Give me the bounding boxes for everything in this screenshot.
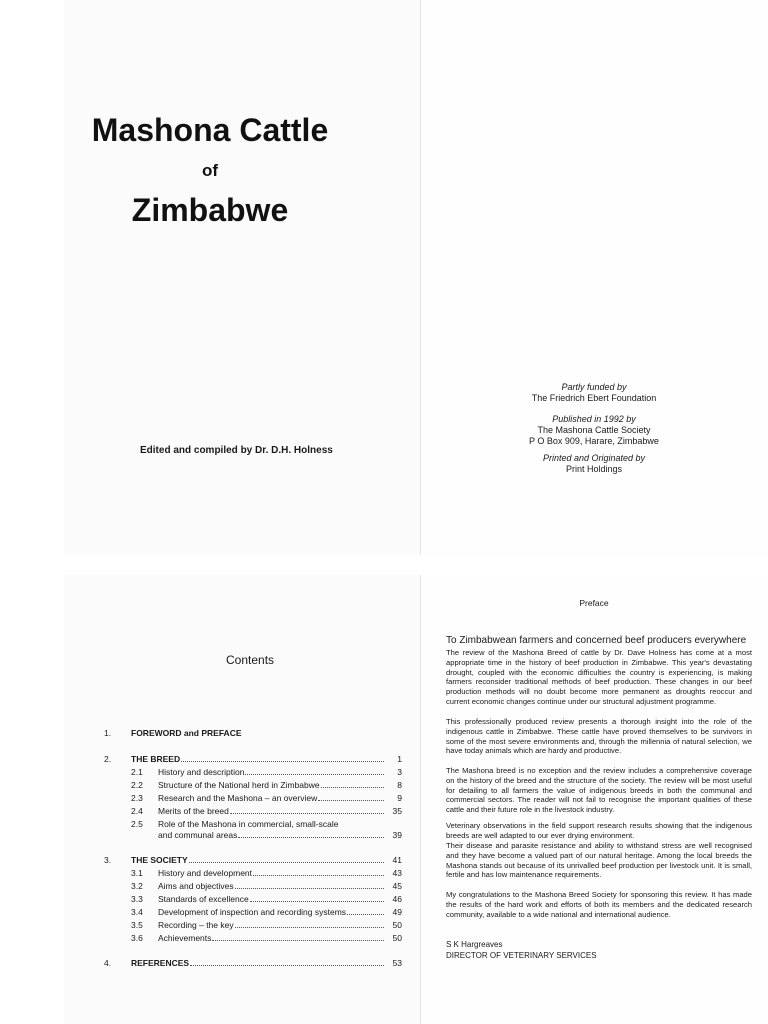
toc-leader-dots: [321, 787, 384, 788]
credit-publisher: [420, 414, 768, 447]
printer-name: Print Holdings: [565, 464, 623, 474]
toc-entry-page: 45: [392, 881, 402, 891]
toc-entry-label: Standards of excellence: [158, 894, 249, 904]
publisher-name: The Mashona Cattle Society: [537, 425, 651, 435]
toc-entry-page: 53: [392, 958, 402, 968]
toc-entry-number: 2.: [104, 754, 112, 764]
toc-entry-label: Aims and objectives: [158, 881, 234, 891]
toc-entry-number: 3.1: [131, 868, 143, 878]
toc-entry-number: 3.5: [131, 920, 143, 930]
preface-paragraph: This professionally produced review presents a thorough insight into the role of the indigenous cattle in Zimbabwe. These cattle have proved themselves to be survivors in some of the most severe environments and, through the millennia of natural selection, we have today animals which are hardy and productive.: [446, 717, 752, 756]
toc-leader-dots: [235, 888, 384, 889]
toc-entry-label: FOREWORD and PREFACE: [131, 728, 242, 738]
toc-entry-number: 3.4: [131, 907, 143, 917]
toc-leader-dots: [238, 837, 384, 838]
cover-editor: Edited and compiled by Dr. D.H. Holness: [140, 445, 333, 456]
preface-paragraph: My congratulations to the Mashona Breed Society for sponsoring this review. It has made the results of the hard work and efforts of both its members and the dedicated research community, available to a wide national and international audience.: [446, 890, 752, 919]
toc-entry-label: THE SOCIETY: [131, 855, 188, 865]
published-label: Published in 1992 by: [552, 414, 636, 424]
toc-entry-page: 50: [392, 933, 402, 943]
preface-paragraph: Veterinary observations in the field support research results showing that the indigenous breeds are well adapted to our ever drying environment.: [446, 821, 752, 840]
toc-leader-dots: [181, 761, 384, 762]
signatory-name: S K Hargreaves: [446, 940, 503, 949]
toc-entry-number: 3.3: [131, 894, 143, 904]
toc-entry-number: 2.3: [131, 793, 143, 803]
toc-leader-dots: [230, 813, 384, 814]
toc-entry-page: 1: [397, 754, 402, 764]
toc-entry-label: Research and the Mashona – an overview: [158, 793, 318, 803]
toc-entry-number: 2.2: [131, 780, 143, 790]
toc-entry: [131, 793, 402, 804]
toc-entry-label: History and description: [158, 767, 245, 777]
toc-entry: [131, 767, 402, 778]
toc-entry-label: THE BREED: [131, 754, 181, 764]
toc-entry-page: 9: [397, 793, 402, 803]
toc-entry-label: REFERENCES: [131, 958, 190, 968]
toc-leader-dots: [189, 862, 384, 863]
cover-title-of: of: [201, 161, 219, 180]
preface-label: Preface: [579, 598, 609, 608]
toc-entry-number: 1.: [104, 728, 112, 738]
toc-entry: [131, 881, 402, 892]
toc-entry-number: 2.1: [131, 767, 143, 777]
toc-entry-page: 41: [392, 855, 402, 865]
toc-entry-label: Achievements: [158, 933, 212, 943]
cover-page: [64, 0, 420, 555]
toc-entry: [131, 780, 402, 791]
toc-leader-dots: [190, 965, 384, 966]
toc-entry-label: History and development: [158, 868, 253, 878]
preface-paragraph: The review of the Mashona Breed of cattle by Dr. Dave Holness has come at a most appropriate time in the history of beef production in Zimbabwe. This year's devastating drought, coupled with the economic difficulties the country is experiencing, is making farmers reconsider traditional methods of beef production. These changes in our beef production methods will no doubt become more permanent as droughts reoccur and current economic changes continue under our structural adjustment programme.: [446, 648, 752, 706]
toc-entry: [131, 819, 402, 830]
toc-entry-label: Structure of the National herd in Zimbabwe: [158, 780, 320, 790]
toc-entry: [158, 830, 402, 841]
toc-entry-number: 3.: [104, 855, 112, 865]
toc-entry: [131, 894, 402, 905]
cover-title-line1: Mashona Cattle: [91, 112, 329, 148]
preface-heading: To Zimbabwean farmers and concerned beef producers everywhere: [446, 635, 747, 646]
toc-entry: [131, 806, 402, 817]
toc-entry: [104, 754, 402, 765]
toc-entry-page: 3: [397, 767, 402, 777]
toc-entry-page: 49: [392, 907, 402, 917]
toc-entry-page: 39: [392, 830, 402, 840]
funded-label: Partly funded by: [561, 382, 627, 392]
toc-entry-page: 50: [392, 920, 402, 930]
toc-entry: [104, 728, 402, 739]
toc-entry: [131, 920, 402, 931]
toc-entry-number: 4.: [104, 958, 112, 968]
toc-entry-page: 35: [392, 806, 402, 816]
toc-entry-label: and communal areas: [158, 830, 238, 840]
printed-label: Printed and Originated by: [542, 453, 646, 463]
toc-leader-dots: [250, 901, 384, 902]
toc-leader-dots: [212, 940, 384, 941]
toc-entry-number: 2.4: [131, 806, 143, 816]
toc-entry: [131, 933, 402, 944]
cover-title-line2: Zimbabwe: [131, 192, 289, 228]
toc-leader-dots: [318, 800, 384, 801]
preface-paragraph: Their disease and parasite resistance and ability to withstand stress are well recognised and they have become a valued part of our natural heritage. Among the local breeds the Mashona stands out because of its unrivalled beef production per livestock unit. It is small, fertile and has low maintenance requirements.: [446, 841, 752, 880]
toc-entry-page: 8: [397, 780, 402, 790]
funded-by: The Friedrich Ebert Foundation: [531, 393, 657, 403]
toc-entry-label: Merits of the breed: [158, 806, 229, 816]
toc-entry-number: 2.5: [131, 819, 143, 829]
toc-entry: [104, 855, 402, 866]
toc-entry-number: 3.2: [131, 881, 143, 891]
signatory-title: DIRECTOR OF VETERINARY SERVICES: [446, 951, 597, 960]
toc-entry-page: 46: [392, 894, 402, 904]
toc-leader-dots: [253, 875, 384, 876]
toc-leader-dots: [245, 774, 384, 775]
publisher-address: P O Box 909, Harare, Zimbabwe: [529, 436, 659, 446]
toc-entry: [131, 907, 402, 918]
toc-entry: [104, 958, 402, 969]
toc-leader-dots: [235, 927, 384, 928]
toc-entry-page: 43: [392, 868, 402, 878]
toc-entry-number: 3.6: [131, 933, 143, 943]
credit-printer: [420, 453, 768, 475]
preface-paragraph: The Mashona breed is no exception and the review includes a comprehensive coverage on the history of the breed and the structure of the society. The review will be most useful for detailing to all farmers the value of indigenous breeds in both the communal and commercial sectors. The reader will not fail to recognise the important qualities of these cattle and their future role in the livestock industry.: [446, 766, 752, 815]
toc-entry-label: Development of inspection and recording systems: [158, 907, 347, 917]
toc-entry: [131, 868, 402, 879]
toc-entry-label: Role of the Mashona in commercial, small-scale: [158, 819, 339, 829]
toc-entry-label: Recording – the key: [158, 920, 234, 930]
credit-funding: [420, 382, 768, 404]
toc-leader-dots: [347, 914, 384, 915]
contents-title: Contents: [226, 653, 275, 667]
page-gap: [0, 555, 768, 575]
